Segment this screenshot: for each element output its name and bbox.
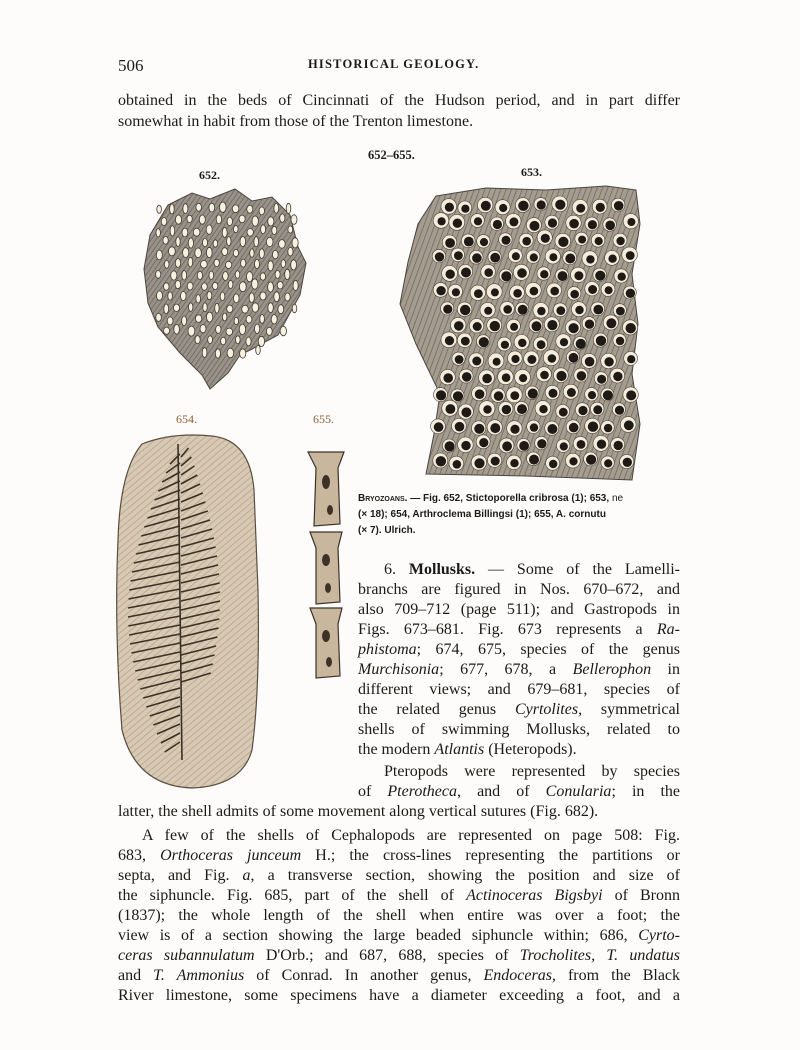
mollusks-line-3: also 709–712 (page 511); and Gastropods in [358,601,680,618]
cephalopods-line-4: the siphuncle. Fig. 685, part of the shell of Actinoceras Bigsbyi of Bronn [118,887,680,904]
mollusks-line-12: of Pterotheca, and of Conularia; in the [358,783,681,800]
mollusks-line-1: 6. Mollusks. — Some of the Lamelli- [384,561,680,578]
mollusks-line-13: latter, the shell admits of some movement along vertical sutures (Fig. 682). [118,803,599,820]
figure-654-arthroclema-illustration [112,430,262,790]
mollusks-line-7: different views; and 679–681, species of [358,681,680,698]
mollusks-line-4: Figs. 673–681. Fig. 673 represents a Ra- [358,621,680,638]
figure-653-bryozoan-illustration [396,184,652,484]
intro-line-2: somewhat in habit from those of the Trenton limestone. [118,113,474,130]
caption-line-1: — Fig. 652, Stictoporella cribrosa (1); 653, [407,493,612,504]
cephalopods-line-8: and T. Ammonius of Conrad. In another genus, Endoceras, from the Black [118,967,681,984]
cephalopods-line-7: ceras subannulatum D'Orb.; and 687, 688, species of Trocholites, T. undatus [118,947,681,964]
caption-line-3: (× 7). Ulrich. [358,525,416,536]
caption-line-2: (× 18); 654, Arthroclema Billingsi (1); 655, A. cornutu [358,509,606,520]
caption-heading: Bryozoans. [358,493,408,504]
cephalopods-line-1: A few of the shells of Cephalopods are represented on page 508: Fig. [142,827,680,844]
page-number: 506 [118,56,144,75]
figure-654-label: 654. [176,412,197,426]
figure-652-label: 652. [199,168,220,182]
caption-line-1-end: ne [611,493,624,504]
figure-655-segments-illustration [304,448,348,680]
bryozoan-figure-caption [358,491,680,539]
intro-line-1: obtained in the beds of Cincinnati of the Hudson period, and in part differ [118,92,680,109]
cephalopods-line-5: (1837); the whole length of the shell when entire was over a foot; the [118,907,680,924]
figure-655-label: 655. [313,412,334,426]
mollusks-heading: Mollusks. [408,561,476,578]
mollusks-line-10: the modern Atlantis (Heteropods). [358,741,577,758]
mollusks-line-2: branchs are figured in Nos. 670–672, and [358,581,680,598]
figure-653-label: 653. [521,165,542,179]
mollusks-line-5: phistoma; 674, 675, species of the genus [358,641,680,658]
mollusks-line-8: the related genus Cyrtolites, symmetrical [358,701,680,718]
mollusks-line-9: shells of swimming Mollusks, related to [358,721,680,738]
mollusks-line-6: Murchisonia; 677, 678, a Bellerophon in [358,661,681,678]
running-head: HISTORICAL GEOLOGY. [308,57,480,71]
cephalopods-line-9: River limestone, some specimens have a diameter exceeding a foot, and a [118,987,680,1004]
cephalopods-line-6: view is of a section showing the large beaded siphuncle within; 686, Cyrto- [118,927,680,944]
figure-group-label: 652–655. [368,148,415,162]
figure-652-stictoporella-illustration [140,185,310,395]
cephalopods-line-2: 683, Orthoceras junceum H.; the cross-lines representing the partitions or [118,847,680,864]
cephalopods-line-3: septa, and Fig. a, a transverse section, showing the position and size of [118,867,680,884]
mollusks-line-11: Pteropods were represented by species [384,763,680,780]
